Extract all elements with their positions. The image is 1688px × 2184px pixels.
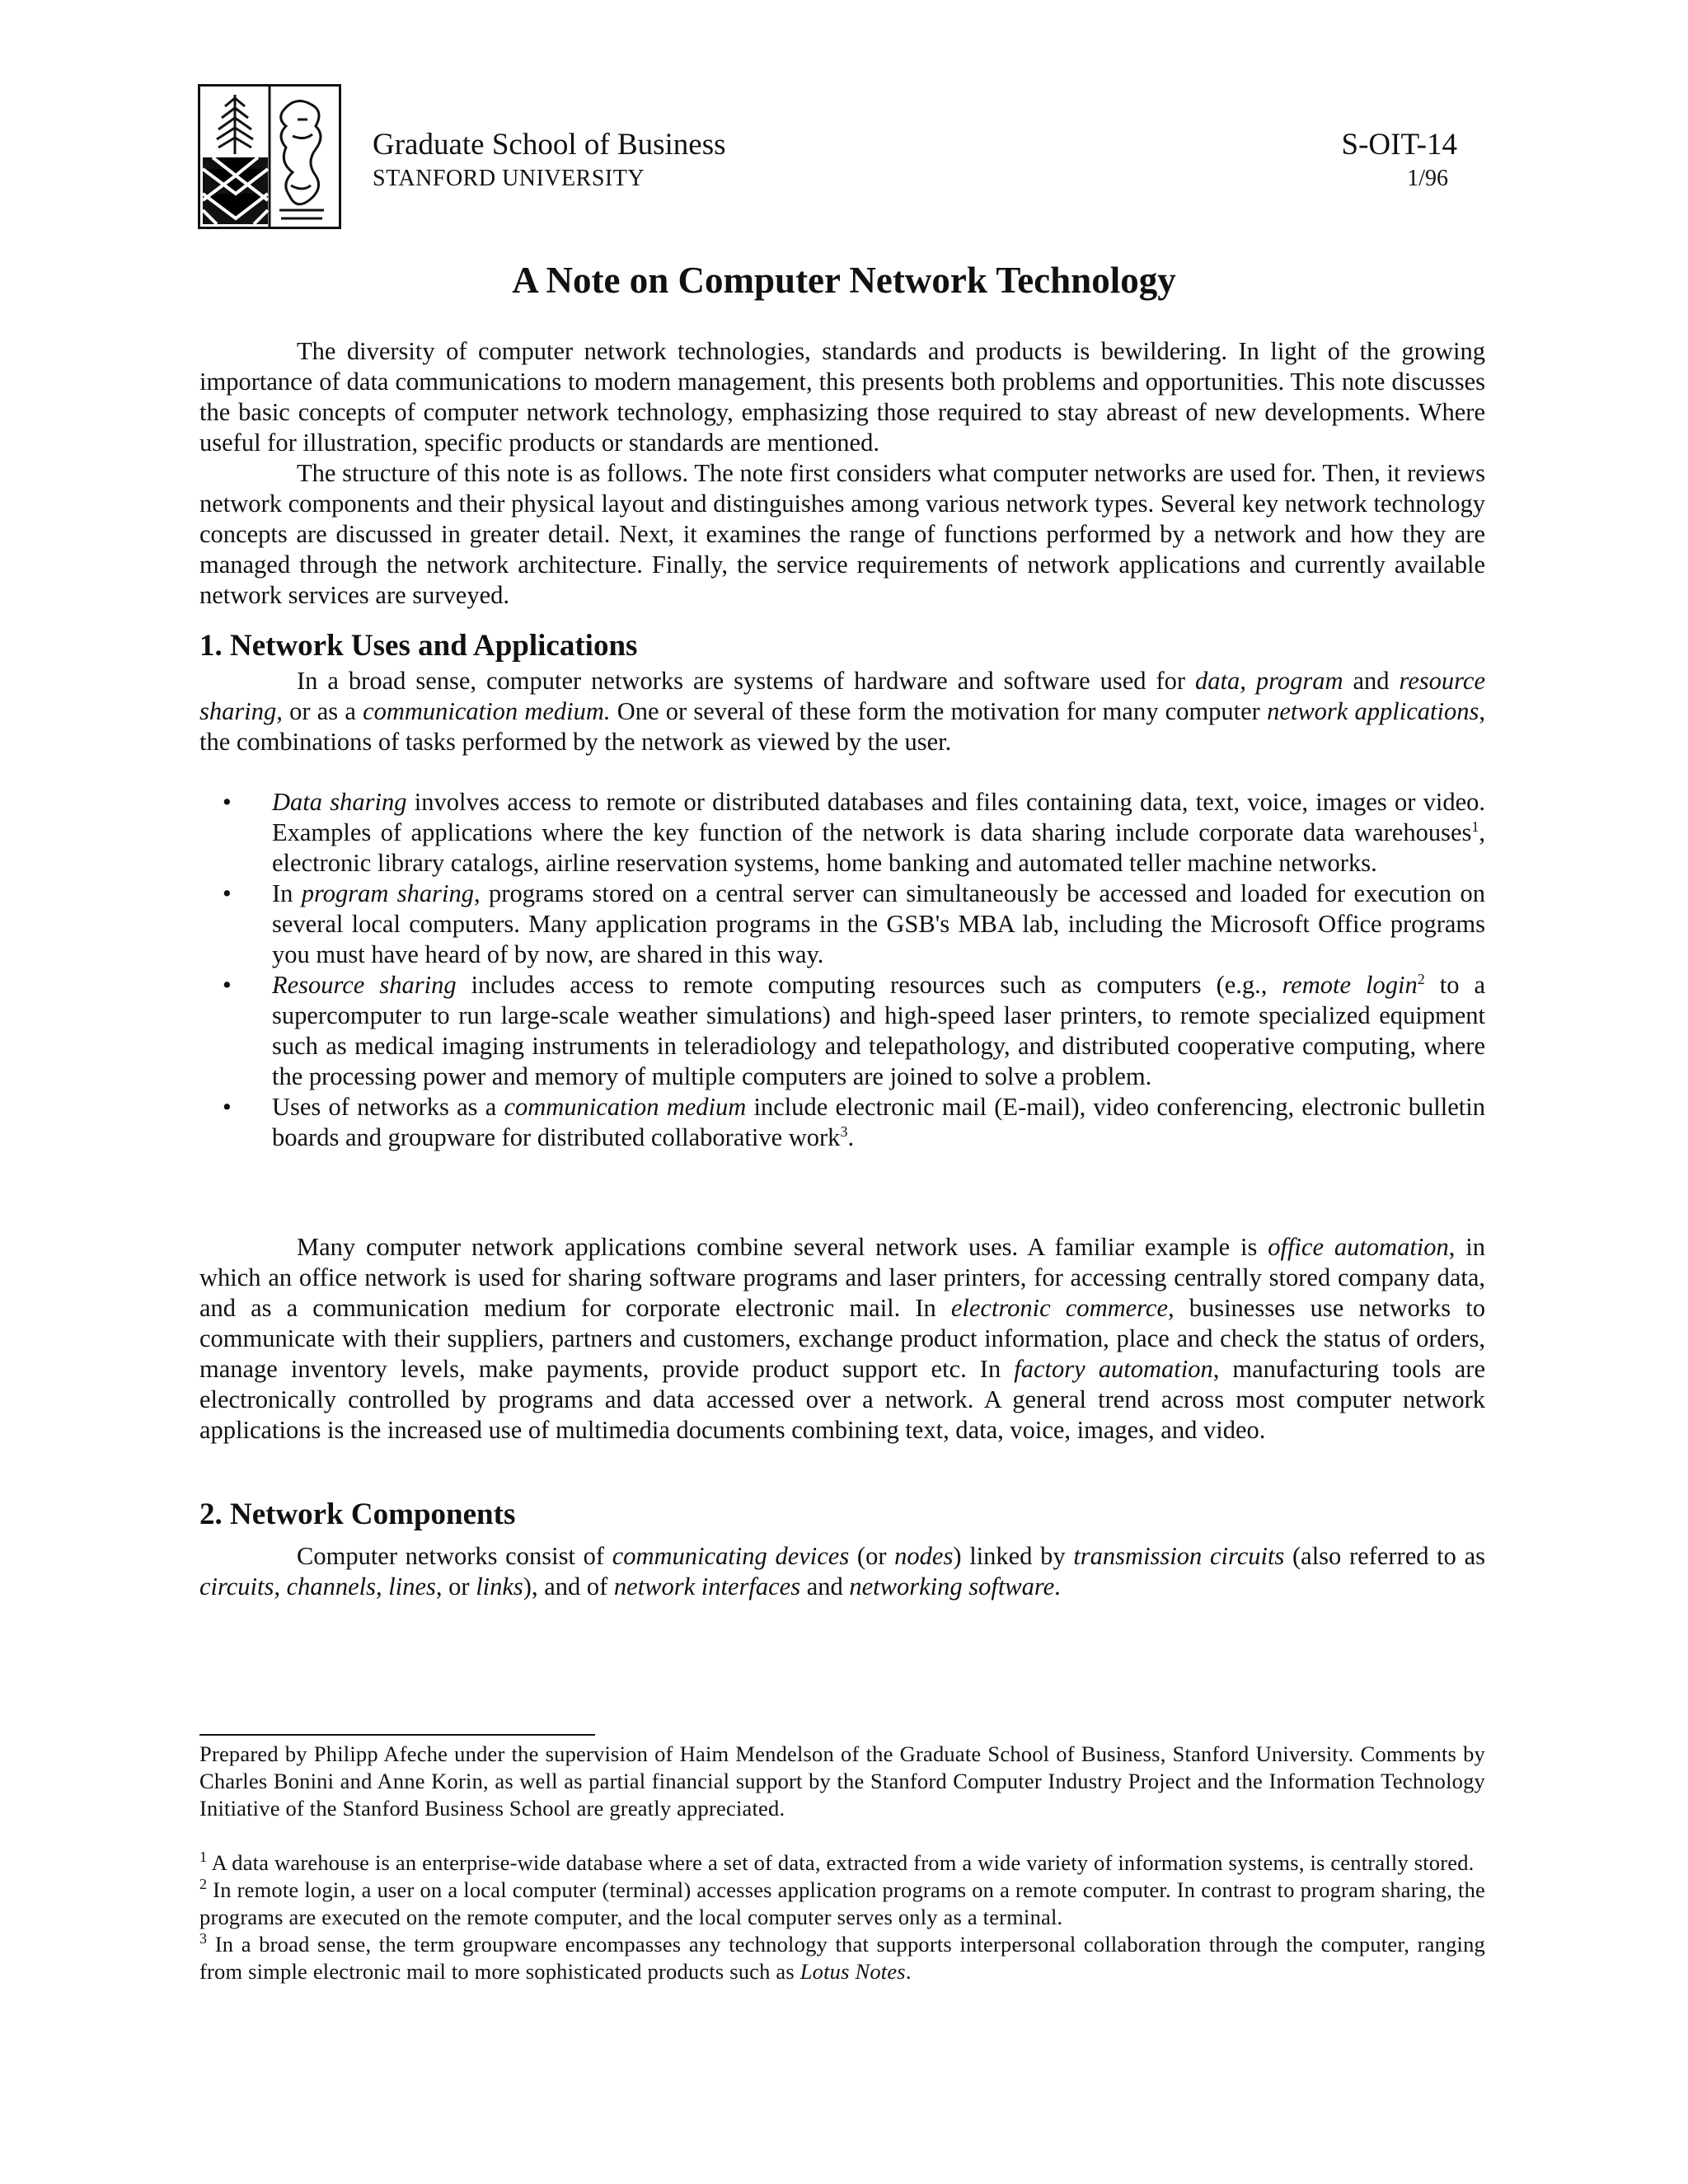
section-1-paragraph-1: In a broad sense, computer networks are systems of hardware and software used for data, program and resource sharing, or as a communication medium. One or several of these form the motivation for many computer network applications, the combinations of tasks performed by the network as viewed by the user. [199,667,1485,756]
section-2-paragraph-1: Computer networks consist of communicating devices (or nodes) linked by transmission circuits (also referred to as circuits, channels, lines, or links), and of network interfaces and networking software. [199,1542,1485,1601]
document-date: 1/96 [1407,166,1448,191]
bullet-data-sharing: • Data sharing involves access to remote or distributed databases and files containing data, text, voice, images or video. Examples of applications where the key function of the network is data sharing include corporate data warehouses$^1$, electronic library catalogs, airline reservation systems, home banking and automated teller machine networks. [223,788,1486,877]
section-1-heading: 1. Network Uses and Applications [199,629,638,663]
uses-bullet-list [199,787,1485,1153]
stanford-logo [198,84,341,229]
footnotes [199,1849,1485,1985]
bullet-dot-icon: • [223,879,232,907]
footnote-3: $^3$ In a broad sense, the term groupware encompasses any technology that supports interpersonal collaboration through the computer, ranging from simple electronic mail to more sophisticated products such as Lotus Notes. [199,1930,1485,1984]
intro-paragraph-2: The structure of this note is as follows. The note first considers what computer networks are used for. Then, it reviews network components and their physical layout and distinguishes among various network types. Several key network technology concepts are discussed in greater detail. Next, it examines the range of functions performed by a network and how they are managed through the network architecture. Finally, the service requirements of network applications and currently available network services are surveyed. [199,459,1485,609]
university-name: STANFORD UNIVERSITY [373,166,645,191]
footnote-divider [199,1734,595,1736]
section-2-heading: 2. Network Components [199,1497,516,1531]
bullet-program-sharing: • In program sharing, programs stored on a central server can simultaneously be accessed and loaded for execution on several local computers. Many application programs in the GSB's MBA lab, including the Microsoft Office programs you must have heard of by now, are shared in this way. [223,879,1485,968]
prepared-by-note: Prepared by Philipp Afeche under the supervision of Haim Mendelson of the Graduate School of Business, Stanford University. Comments by Charles Bonini and Anne Korin, as well as partial financial support by the Stanford Computer Industry Project and the Information Technology Initiative of the Stanford Business School are greatly appreciated. [199,1741,1485,1821]
bullet-resource-sharing: • Resource sharing includes access to remote computing resources such as computers (e.g., remote login$^2$ to a supercomputer to run large-scale weather simulations) and high-speed laser printers, to remote specialized equipment such as medical imaging instruments in teleradiology and telepathology, and distributed cooperative computing, where the processing power and memory of multiple computers are joined to solve a problem. [223,970,1486,1090]
intro-paragraph-1: The diversity of computer network technologies, standards and products is bewildering. In light of the growing importance of data communications to modern management, this presents both problems and opportunities. This note discusses the basic concepts of computer network technology, emphasizing those required to stay abreast of new developments. Where useful for illustration, specific products or standards are mentioned. [199,337,1485,457]
footnote-2: $^2$ In remote login, a user on a local computer (terminal) accesses application programs on a remote computer. In contrast to program sharing, the programs are executed on the remote computer, and the local computer serves only as a terminal. [199,1876,1485,1929]
bullet-communication-medium: • Uses of networks as a communication medium include electronic mail (E-mail), video conferencing, electronic bulletin boards and groupware for distributed collaborative work$^3$. [223,1093,1485,1151]
footnote-1: $^1$ A data warehouse is an enterprise-wide database where a set of data, extracted from a wide variety of information systems, is centrally stored. [199,1849,1475,1875]
bullet-dot-icon: • [223,971,232,999]
school-name: Graduate School of Business [373,128,726,162]
intro-section [199,336,1485,611]
bullet-dot-icon: • [223,788,232,816]
document-title: A Note on Computer Network Technology [512,260,1176,301]
section-1-paragraph-2: Many computer network applications combine several network uses. A familiar example is office automation, in which an office network is used for sharing software programs and laser printers, for accessing centrally stored company data, and as a communication medium for corporate electronic mail. In electronic commerce, businesses use networks to communicate with their suppliers, partners and customers, exchange product information, place and check the status of orders, manage inventory levels, make payments, provide product support etc. In factory automation, manufacturing tools are electronically controlled by programs and data accessed over a network. A general trend across most computer network applications is the increased use of multimedia documents combining text, data, voice, images, and video. [199,1233,1485,1444]
document-code: S-OIT-14 [1341,128,1457,162]
bullet-dot-icon: • [223,1093,232,1121]
stanford-seal-icon [200,87,339,227]
